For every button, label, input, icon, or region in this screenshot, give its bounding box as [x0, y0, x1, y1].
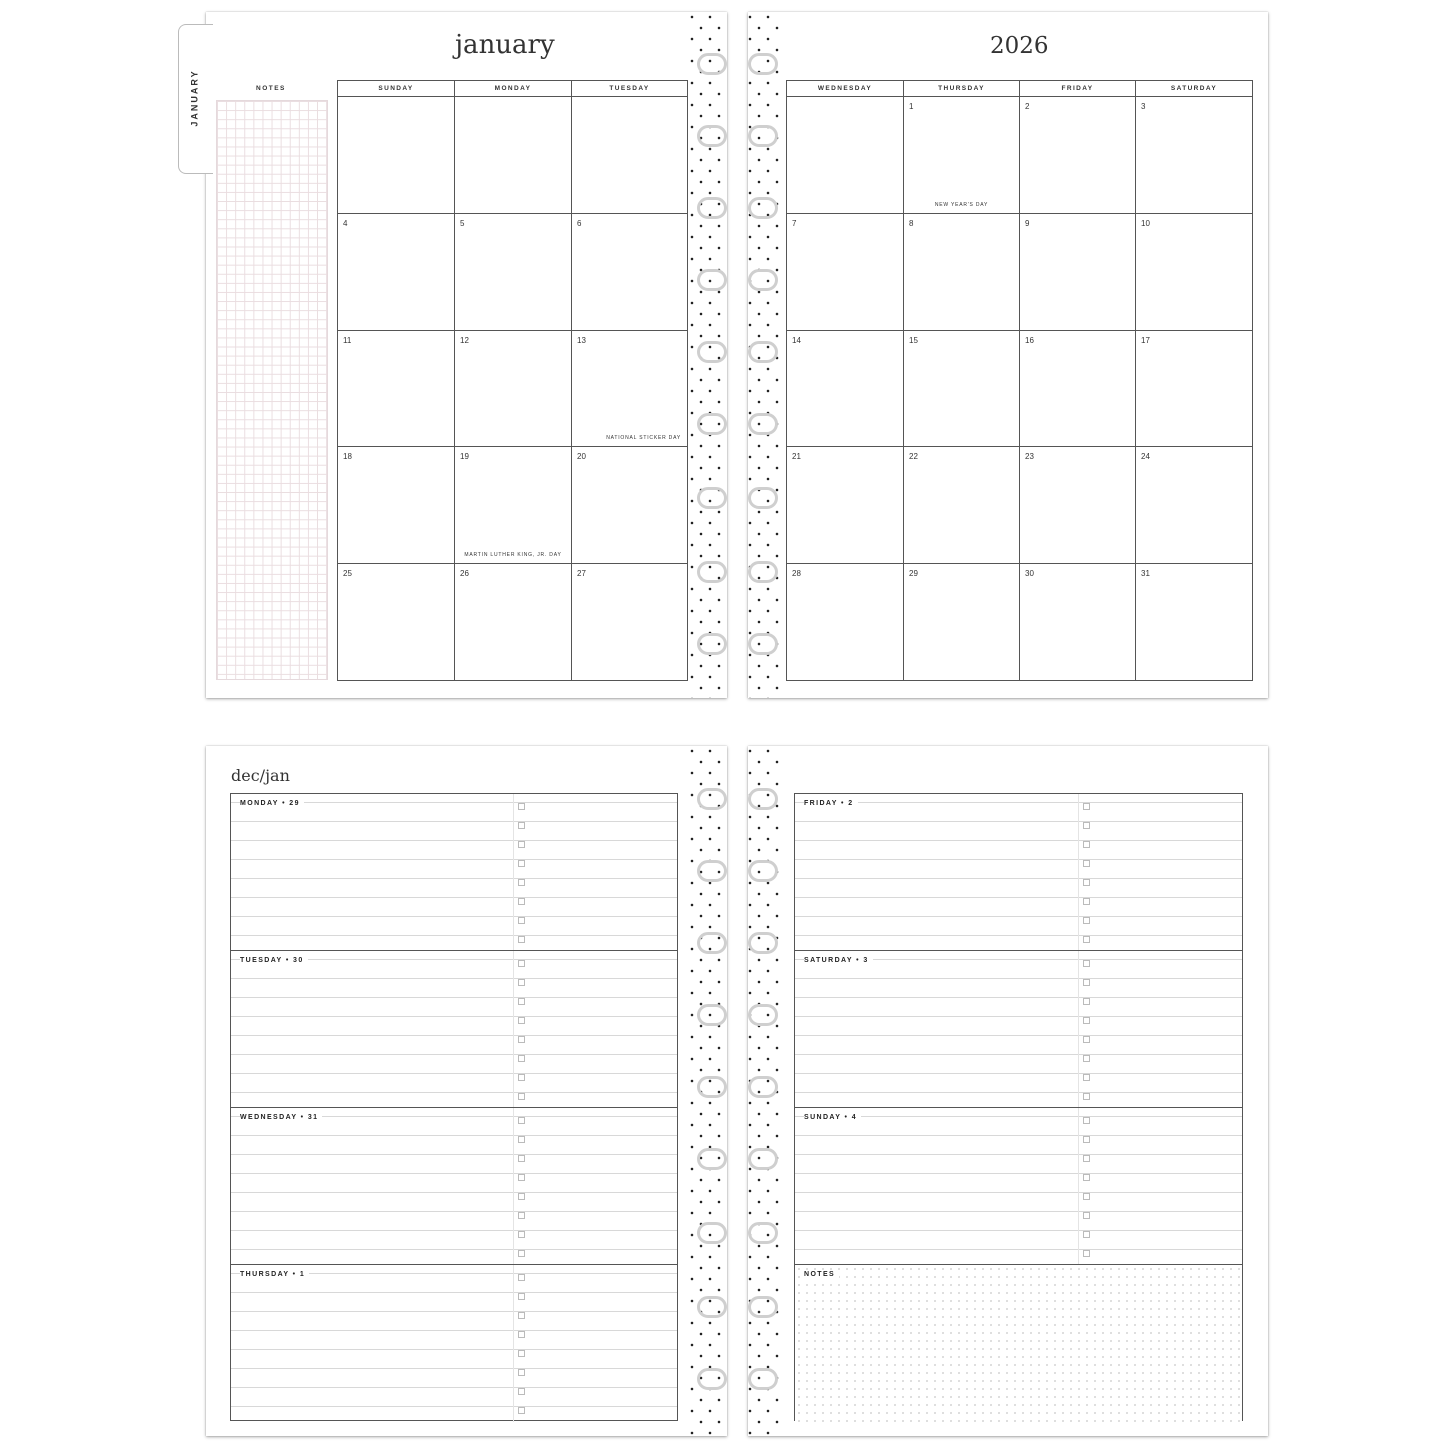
binder-ring-left	[697, 860, 727, 882]
checkbox-divider	[1078, 794, 1079, 950]
binder-ring-left	[697, 413, 727, 435]
day-number: 14	[792, 335, 801, 345]
binder-ring-left	[697, 1222, 727, 1244]
binder-ring-right	[748, 1148, 778, 1170]
binder-ring-right	[748, 1296, 778, 1318]
binder-ring-left	[697, 788, 727, 810]
task-checkbox[interactable]	[518, 1055, 525, 1062]
weekday-header: SATURDAY	[1136, 81, 1253, 97]
checkbox-column	[513, 794, 677, 950]
binder-ring-left	[697, 1148, 727, 1170]
week-title: dec/jan	[231, 766, 290, 785]
task-checkbox[interactable]	[518, 1274, 525, 1281]
day-number: 18	[343, 452, 352, 462]
task-checkbox[interactable]	[518, 879, 525, 886]
day-number: 3	[1141, 102, 1146, 111]
day-section[interactable]	[231, 1265, 677, 1422]
day-number: 15	[909, 335, 918, 345]
binder-ring-left	[697, 269, 727, 291]
day-number: 4	[343, 218, 348, 228]
month-tab-label: JANUARY	[190, 69, 201, 127]
day-number: 9	[1025, 218, 1030, 228]
calendar-day-cell[interactable]	[338, 97, 455, 214]
task-checkbox[interactable]	[1083, 879, 1090, 886]
checkbox-divider	[513, 1265, 514, 1422]
weekday-header: TUESDAY	[572, 81, 688, 97]
day-number: 20	[577, 452, 586, 462]
task-checkbox[interactable]	[1083, 860, 1090, 867]
binder-ring-right	[748, 413, 778, 435]
month-title: january	[455, 30, 555, 60]
holiday-label: MARTIN LUTHER KING, JR. DAY	[464, 552, 562, 559]
binder-ring-right	[748, 341, 778, 363]
task-checkbox[interactable]	[518, 1017, 525, 1024]
binder-ring-right	[748, 860, 778, 882]
task-checkbox[interactable]	[518, 1369, 525, 1376]
calendar-day-cell[interactable]	[455, 213, 572, 330]
task-checkbox[interactable]	[518, 1212, 525, 1219]
day-number: 19	[460, 452, 469, 462]
calendar-day-cell[interactable]	[787, 564, 904, 681]
day-section[interactable]	[795, 1108, 1242, 1265]
calendar-week-row	[338, 330, 688, 447]
day-number: 1	[909, 102, 914, 111]
calendar-day-cell[interactable]	[572, 97, 688, 214]
weekday-header: THURSDAY	[904, 81, 1020, 97]
task-checkbox[interactable]	[1083, 1231, 1090, 1238]
binder-ring-left	[697, 341, 727, 363]
task-checkbox[interactable]	[1083, 1036, 1090, 1043]
calendar-day-cell[interactable]	[787, 213, 904, 330]
task-checkbox[interactable]	[518, 860, 525, 867]
calendar-day-cell[interactable]	[904, 564, 1020, 681]
task-checkbox[interactable]	[1083, 1017, 1090, 1024]
binder-ring-right	[748, 1222, 778, 1244]
calendar-week-row	[338, 447, 688, 564]
calendar-day-cell[interactable]	[455, 447, 572, 564]
task-checkbox[interactable]	[1083, 917, 1090, 924]
binder-ring-right	[748, 269, 778, 291]
task-checkbox[interactable]	[1083, 1136, 1090, 1143]
binder-ring-right	[748, 561, 778, 583]
calendar-day-cell[interactable]	[787, 97, 904, 214]
day-number: 16	[1025, 335, 1034, 345]
calendar-day-cell[interactable]	[1020, 97, 1136, 214]
calendar-day-cell[interactable]	[455, 97, 572, 214]
calendar-left-grid	[337, 80, 688, 681]
task-checkbox[interactable]	[1083, 822, 1090, 829]
task-checkbox[interactable]	[518, 1388, 525, 1395]
monthly-notes-label: NOTES	[256, 85, 286, 92]
calendar-week-row	[787, 564, 1253, 681]
day-number: 10	[1141, 218, 1150, 228]
task-checkbox[interactable]	[518, 1155, 525, 1162]
checkbox-column	[513, 1265, 677, 1422]
checkbox-divider	[1078, 1108, 1079, 1264]
calendar-day-cell[interactable]	[1136, 447, 1253, 564]
holiday-label: NEW YEAR'S DAY	[934, 201, 989, 208]
binder-ring-right	[748, 487, 778, 509]
calendar-day-cell[interactable]	[1136, 330, 1253, 447]
checkbox-column	[513, 951, 677, 1107]
day-number: 28	[792, 569, 801, 579]
calendar-week-row	[787, 447, 1253, 564]
task-checkbox[interactable]	[518, 822, 525, 829]
task-checkbox[interactable]	[1083, 936, 1090, 943]
day-section[interactable]	[795, 951, 1242, 1108]
calendar-week-row	[787, 330, 1253, 447]
calendar-day-cell[interactable]	[1020, 564, 1136, 681]
notes-dot-grid	[795, 1265, 1242, 1422]
task-checkbox[interactable]	[518, 1250, 525, 1257]
task-checkbox[interactable]	[518, 1117, 525, 1124]
calendar-day-cell[interactable]	[904, 330, 1020, 447]
day-number: 24	[1141, 452, 1150, 462]
task-checkbox[interactable]	[1083, 1155, 1090, 1162]
binder-ring-left	[697, 633, 727, 655]
task-checkbox[interactable]	[518, 1407, 525, 1414]
task-checkbox[interactable]	[1083, 1250, 1090, 1257]
checkbox-divider	[513, 794, 514, 950]
checkbox-column	[1078, 1108, 1242, 1264]
day-number: 2	[1025, 102, 1030, 111]
day-heading: WEDNESDAY • 31	[240, 1114, 322, 1121]
calendar-day-cell[interactable]	[1136, 97, 1253, 214]
task-checkbox[interactable]	[1083, 1093, 1090, 1100]
calendar-day-cell[interactable]	[455, 564, 572, 681]
calendar-day-cell[interactable]	[338, 330, 455, 447]
day-heading: FRIDAY • 2	[804, 800, 858, 807]
day-number: 26	[460, 569, 469, 579]
weekly-left-block	[230, 793, 678, 1421]
calendar-day-cell[interactable]	[455, 330, 572, 447]
binder-ring-right	[748, 932, 778, 954]
task-checkbox[interactable]	[518, 803, 525, 810]
task-checkbox[interactable]	[1083, 1055, 1090, 1062]
binder-ring-left	[697, 197, 727, 219]
binder-ring-left	[697, 1296, 727, 1318]
weekly-notes-label: NOTES	[804, 1271, 839, 1278]
binder-ring-right	[748, 1076, 778, 1098]
day-heading: THURSDAY • 1	[240, 1271, 309, 1278]
binder-ring-left	[697, 1368, 727, 1390]
binder-ring-left	[697, 932, 727, 954]
task-checkbox[interactable]	[518, 1193, 525, 1200]
day-section[interactable]	[231, 794, 677, 951]
binder-ring-right	[748, 633, 778, 655]
task-checkbox[interactable]	[1083, 998, 1090, 1005]
day-number: 5	[460, 218, 465, 228]
month-tab-label-wrap	[178, 24, 212, 172]
calendar-day-cell[interactable]	[904, 447, 1020, 564]
binder-ring-left	[697, 1004, 727, 1026]
calendar-day-cell[interactable]	[1136, 213, 1253, 330]
day-heading: SUNDAY • 4	[804, 1114, 861, 1121]
task-checkbox[interactable]	[1083, 1117, 1090, 1124]
day-number: 12	[460, 335, 469, 345]
day-number: 7	[792, 218, 797, 228]
binder-ring-left	[697, 1076, 727, 1098]
calendar-day-cell[interactable]	[1020, 447, 1136, 564]
day-section[interactable]	[795, 794, 1242, 951]
holiday-label: NATIONAL STICKER DAY	[606, 435, 681, 442]
task-checkbox[interactable]	[1083, 1174, 1090, 1181]
task-checkbox[interactable]	[518, 1231, 525, 1238]
task-checkbox[interactable]	[1083, 898, 1090, 905]
calendar-day-cell[interactable]	[338, 447, 455, 564]
weekday-header: MONDAY	[455, 81, 572, 97]
checkbox-column	[1078, 951, 1242, 1107]
task-checkbox[interactable]	[1083, 960, 1090, 967]
binder-ring-left	[697, 53, 727, 75]
task-checkbox[interactable]	[518, 960, 525, 967]
calendar-day-cell[interactable]	[904, 97, 1020, 214]
day-number: 31	[1141, 569, 1150, 579]
calendar-day-cell[interactable]	[572, 564, 688, 681]
calendar-day-cell[interactable]	[1020, 213, 1136, 330]
calendar-week-row	[787, 97, 1253, 214]
day-number: 8	[909, 218, 914, 228]
weekly-notes-section[interactable]	[795, 1265, 1242, 1422]
binder-ring-right	[748, 53, 778, 75]
task-checkbox[interactable]	[1083, 979, 1090, 986]
weekday-header: FRIDAY	[1020, 81, 1136, 97]
checkbox-column	[1078, 794, 1242, 950]
checkbox-divider	[513, 951, 514, 1107]
binder-ring-left	[697, 561, 727, 583]
day-heading: TUESDAY • 30	[240, 957, 308, 964]
calendar-day-cell[interactable]	[572, 447, 688, 564]
task-checkbox[interactable]	[518, 1136, 525, 1143]
task-checkbox[interactable]	[518, 1331, 525, 1338]
task-checkbox[interactable]	[1083, 841, 1090, 848]
calendar-day-cell[interactable]	[572, 330, 688, 447]
binder-ring-right	[748, 1004, 778, 1026]
checkbox-divider	[513, 1108, 514, 1264]
binder-ring-right	[748, 197, 778, 219]
binder-ring-right	[748, 788, 778, 810]
task-checkbox[interactable]	[518, 1312, 525, 1319]
day-number: 21	[792, 452, 801, 462]
day-section[interactable]	[231, 1108, 677, 1265]
calendar-week-row	[338, 213, 688, 330]
calendar-day-cell[interactable]	[572, 213, 688, 330]
task-checkbox[interactable]	[518, 1293, 525, 1300]
day-number: 17	[1141, 335, 1150, 345]
day-number: 30	[1025, 569, 1034, 579]
task-checkbox[interactable]	[518, 917, 525, 924]
weekday-header: WEDNESDAY	[787, 81, 904, 97]
calendar-week-row	[787, 213, 1253, 330]
task-checkbox[interactable]	[518, 1036, 525, 1043]
task-checkbox[interactable]	[518, 898, 525, 905]
binder-ring-right	[748, 125, 778, 147]
day-heading: SATURDAY • 3	[804, 957, 873, 964]
calendar-day-cell[interactable]	[338, 213, 455, 330]
day-section[interactable]	[231, 951, 677, 1108]
calendar-day-cell[interactable]	[787, 447, 904, 564]
binder-ring-left	[697, 125, 727, 147]
task-checkbox[interactable]	[518, 1350, 525, 1357]
task-checkbox[interactable]	[518, 936, 525, 943]
task-checkbox[interactable]	[1083, 1074, 1090, 1081]
checkbox-divider	[1078, 951, 1079, 1107]
calendar-right-grid	[786, 80, 1253, 681]
calendar-day-cell[interactable]	[1020, 330, 1136, 447]
calendar-day-cell[interactable]	[338, 564, 455, 681]
task-checkbox[interactable]	[1083, 803, 1090, 810]
calendar-day-cell[interactable]	[904, 213, 1020, 330]
binder-ring-right	[748, 1368, 778, 1390]
day-number: 13	[577, 335, 586, 345]
task-checkbox[interactable]	[518, 1174, 525, 1181]
task-checkbox[interactable]	[518, 979, 525, 986]
task-checkbox[interactable]	[518, 841, 525, 848]
day-number: 6	[577, 218, 582, 228]
calendar-week-row	[338, 564, 688, 681]
year-title: 2026	[990, 33, 1049, 59]
day-number: 23	[1025, 452, 1034, 462]
task-checkbox[interactable]	[518, 1093, 525, 1100]
day-number: 22	[909, 452, 918, 462]
task-checkbox[interactable]	[1083, 1193, 1090, 1200]
binder-ring-left	[697, 487, 727, 509]
calendar-day-cell[interactable]	[787, 330, 904, 447]
checkbox-column	[513, 1108, 677, 1264]
calendar-day-cell[interactable]	[1136, 564, 1253, 681]
day-heading: MONDAY • 29	[240, 800, 304, 807]
day-number: 25	[343, 569, 352, 579]
notes-graph-grid[interactable]	[216, 100, 328, 680]
weekday-header: SUNDAY	[338, 81, 455, 97]
calendar-week-row	[338, 97, 688, 214]
task-checkbox[interactable]	[518, 1074, 525, 1081]
task-checkbox[interactable]	[1083, 1212, 1090, 1219]
task-checkbox[interactable]	[518, 998, 525, 1005]
day-number: 29	[909, 569, 918, 579]
weekly-right-block	[794, 793, 1243, 1421]
day-number: 27	[577, 569, 586, 579]
day-number: 11	[343, 335, 352, 345]
